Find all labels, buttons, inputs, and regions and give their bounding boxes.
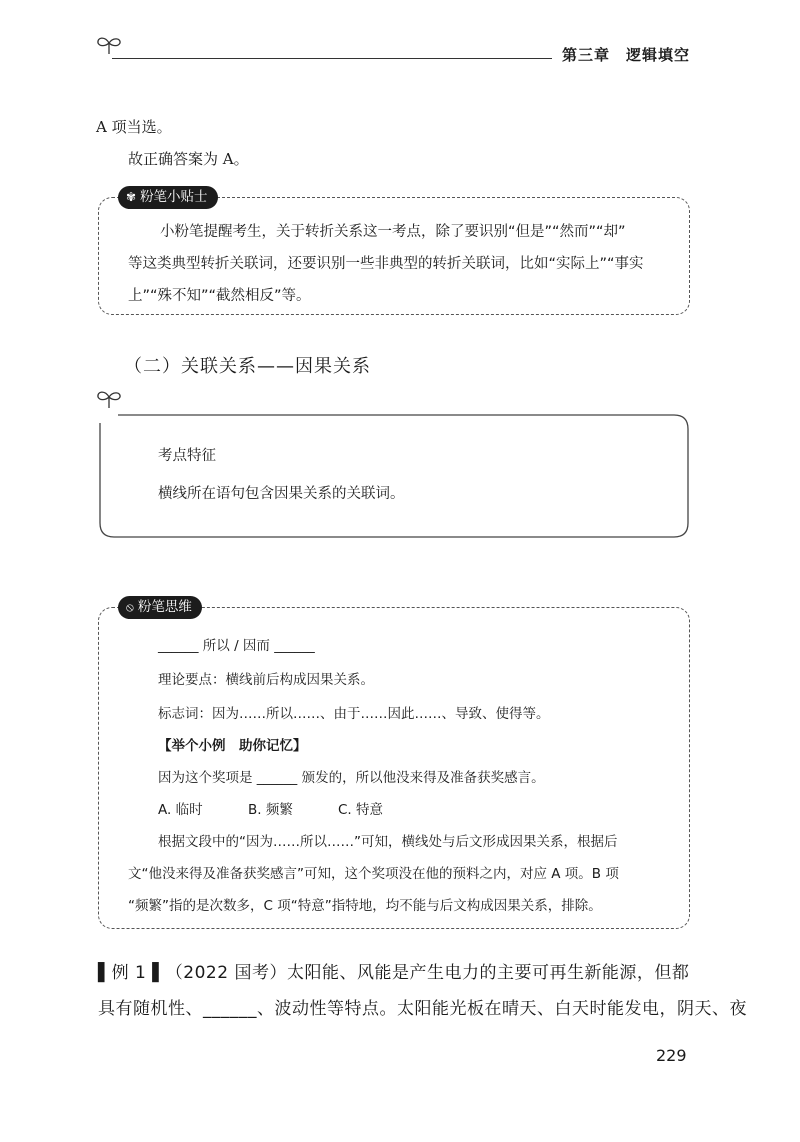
think-option-a: A. 临时 (158, 802, 203, 818)
think-formula: ______ 所以 / 因而 ______ (158, 638, 315, 654)
intro-line-1: A 项当选。 (96, 118, 172, 136)
think-analysis-1: 根据文段中的“因为……所以……”可知，横线处与后文形成因果关系，根据后 (158, 834, 618, 850)
tip-line-3: 上”“殊不知”“截然相反”等。 (128, 288, 311, 304)
think-tag-label: 粉笔思维 (137, 599, 192, 615)
think-analysis-3: “频繁”指的是次数多，C 项“特意”指特地，均不能与后文构成因果关系，排除。 (128, 898, 602, 914)
no-symbol-icon: ⦸ (126, 600, 134, 614)
example-line-1: ▌例 1 ▌（2022 国考）太阳能、风能是产生电力的主要可再生新能源，但都 (98, 963, 690, 983)
sprout-icon: ✾ (126, 190, 137, 204)
tip-line-2: 等这类典型转折关联词，还要识别一些非典型的转折关联词，比如“实际上”“事实 (128, 256, 644, 272)
think-keywords: 标志词：因为……所以……、由于……因此……、导致、使得等。 (158, 706, 550, 722)
section-title: （二）关联关系——因果关系 (124, 356, 371, 377)
think-example-head: 【举个小例 助你记忆】 (158, 738, 307, 754)
header-rule (112, 58, 552, 59)
tip-tag (118, 186, 218, 209)
sprout-icon (94, 388, 124, 410)
page-number: 229 (656, 1046, 687, 1065)
sprout-logo-icon (94, 34, 124, 56)
think-example-question: 因为这个奖项是 ______ 颁发的，所以他没来得及准备获奖感言。 (158, 770, 545, 786)
chapter-title: 第三章 逻辑填空 (562, 46, 691, 64)
feature-box (98, 413, 688, 537)
tip-line-1: 小粉笔提醒考生，关于转折关系这一考点，除了要识别“但是”“然而”“却” (160, 224, 626, 240)
think-option-b: B. 频繁 (248, 802, 293, 818)
think-option-c: C. 特意 (338, 802, 384, 818)
tip-tag-label: 粉笔小贴士 (140, 189, 208, 205)
think-theory: 理论要点：横线前后构成因果关系。 (158, 672, 374, 688)
feature-title: 考点特征 (158, 448, 216, 464)
think-analysis-2: 文“他没来得及准备获奖感言”可知，这个奖项没在他的预料之内，对应 A 项。B 项 (128, 866, 619, 882)
example-line-2: 具有随机性、______、波动性等特点。太阳能光板在晴天、白天时能发电，阴天、夜 (98, 999, 747, 1019)
intro-line-2: 故正确答案为 A。 (128, 150, 249, 168)
think-tag (118, 596, 202, 619)
feature-text: 横线所在语句包含因果关系的关联词。 (158, 486, 405, 502)
